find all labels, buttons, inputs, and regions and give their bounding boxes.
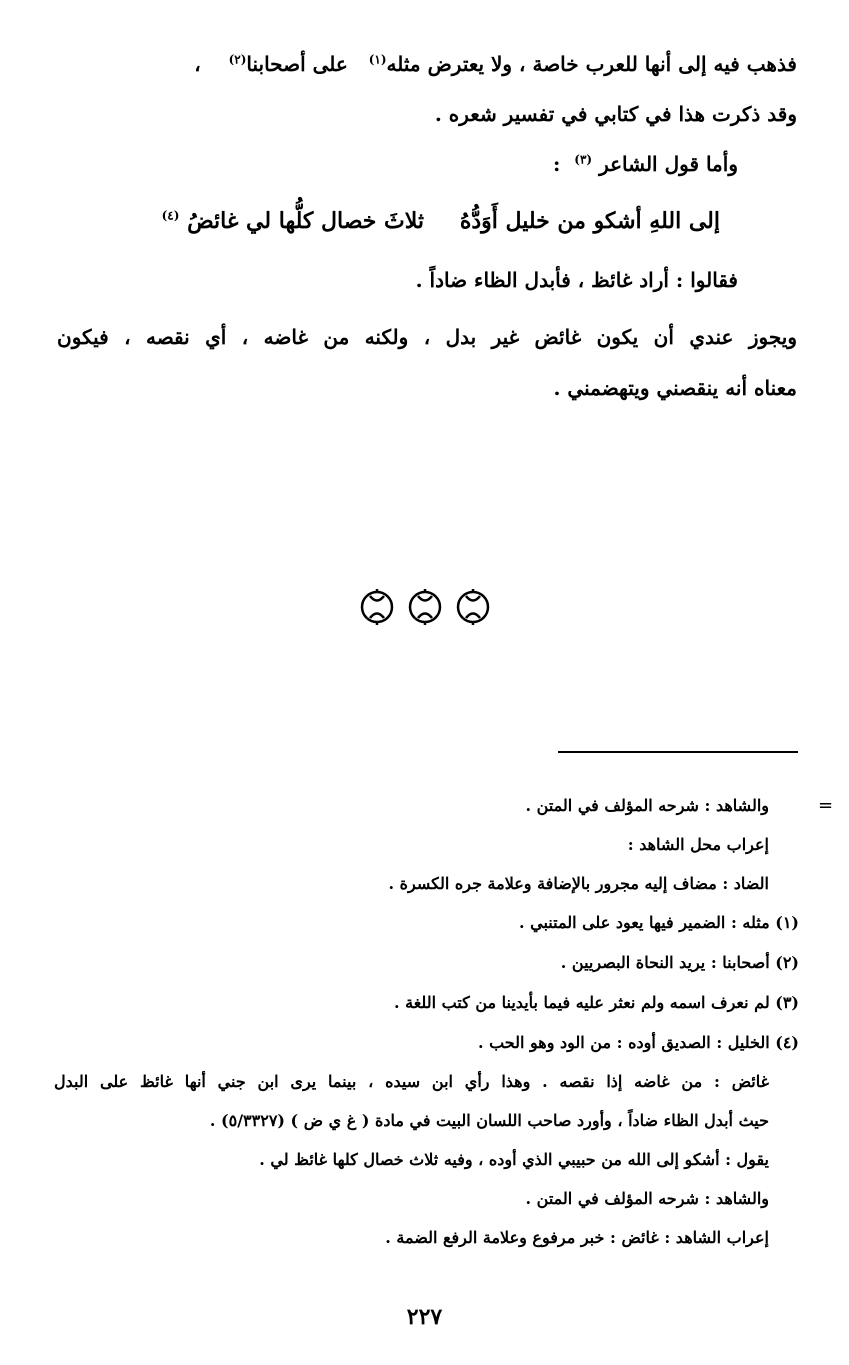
main-line-2: وقد ذكرت هذا في كتابي في تفسير شعره . [434, 102, 797, 126]
footnote-3: (٣) لم نعرف اسمه ولم نعثر عليه فيما بأيدينا من كتب اللغة . [393, 993, 799, 1012]
verse-first-half: إلى اللهِ أشكو من خليل أَوَدُّهُ [459, 208, 720, 234]
footnote-cont-2: إعراب محل الشاهد : [627, 835, 769, 854]
footnote-separator [558, 751, 798, 753]
footnote-4-line-5: والشاهد : شرحه المؤلف في المتن . [525, 1189, 769, 1208]
main-line-3: وأما قول الشاعر $^{(٣)}$ : [552, 152, 738, 176]
footnote-ref-3: (٣) [574, 152, 593, 167]
footnote-4-line-2: غائض : من غاضه إذا نقصه . وهذا رأي ابن سيده ، بينما يرى ابن جني أنها غائظ على البدل [54, 1072, 769, 1091]
footnote-cont-1: والشاهد : شرحه المؤلف في المتن . [525, 796, 769, 815]
main-line-5: فقالوا : أراد غائظ ، فأبدل الظاء ضاداً . [415, 268, 738, 292]
continuation-mark: = [818, 795, 834, 816]
footnote-4-line-3: حيث أبدل الظاء ضاداً ، وأورد صاحب اللسان البيت في مادة ( غ ي ض ) (٥/٣٣٢٧) . [209, 1111, 769, 1130]
main-line-1: فذهب فيه إلى أنها للعرب خاصة ، ولا يعترض مثله$^{(١)}$ على أصحابنا$^{(٢)}$ ، [194, 52, 797, 76]
flower-ornament-icon [355, 582, 495, 632]
verse-second-half: ثلاثَ خصال كلُّها لي غائضُ $^{(٤)}$ [161, 208, 424, 234]
footnote-4-line-4: يقول : أشكو إلى الله من حبيبي الذي أوده ، وفيه ثلاث خصال كلها غائظ لي . [259, 1150, 769, 1169]
main-line-7: معناه أنه ينقصني ويتهضمني . [553, 376, 797, 400]
footnote-1: (١) مثله : الضمير فيها يعود على المتنبي . [518, 913, 799, 932]
page-number: ٢٢٧ [406, 1304, 443, 1330]
footnote-4-line-6: إعراب الشاهد : غائض : خبر مرفوع وعلامة الرفع الضمة . [385, 1228, 769, 1247]
footnote-ref-2: (٢) [228, 52, 247, 67]
footnote-2: (٢) أصحابنا : يريد النحاة البصريين . [560, 953, 799, 972]
footnote-ref-1: (١) [368, 52, 387, 67]
footnote-ref-4: (٤) [161, 208, 180, 223]
main-line-6: ويجوز عندي أن يكون غائض غير بدل ، ولكنه من غاضه ، أي نقصه ، فيكون [57, 325, 797, 349]
section-ornament [0, 582, 849, 632]
footnote-4: (٤) الخليل : الصديق أوده : من الود وهو الحب . [477, 1033, 799, 1052]
footnote-cont-3: الضاد : مضاف إليه مجرور بالإضافة وعلامة جره الكسرة . [388, 874, 769, 893]
